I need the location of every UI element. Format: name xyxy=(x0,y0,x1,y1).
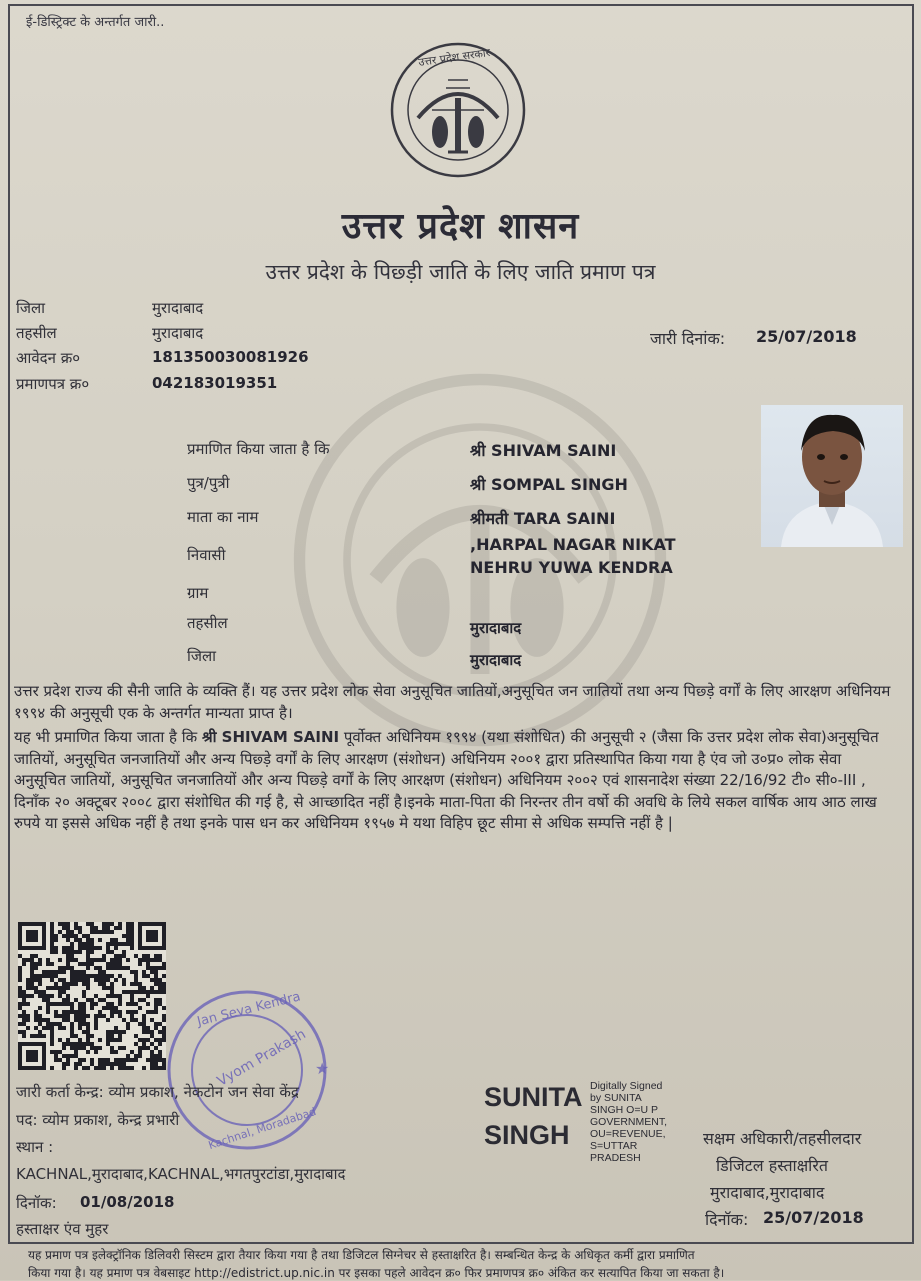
mother-label: माता का नाम xyxy=(187,508,259,526)
issuer-post: पद: व्योम प्रकाश, केन्द्र प्रभारी xyxy=(16,1111,180,1129)
authority-date-value: 25/07/2018 xyxy=(763,1208,864,1227)
stamp-text-bottom: Kachnal, Moradabad xyxy=(206,1104,318,1153)
certificate-subtitle: उत्तर प्रदेश के पिछ्ड़ी जाति के लिए जाति प्रमाण पत्र xyxy=(265,260,656,284)
tehsil-label: तहसील xyxy=(16,324,57,342)
applicant-name: श्री SHIVAM SAINI xyxy=(470,441,617,460)
digital-signature-line: PRADESH xyxy=(590,1152,641,1164)
issue-date-label: जारी दिनांक: xyxy=(650,329,726,348)
signer-name-line1: SUNITA xyxy=(484,1082,583,1112)
digital-signature-line: SINGH O=U P xyxy=(590,1104,658,1116)
footer-line-1: यह प्रमाण पत्र इलेक्ट्रॉनिक डिलिवरी सिस्टम द्वारा तैयार किया गया है तथा डिजिटल सिग्नेचर से हस्ताक्षरित है। सम्बन्धित केन्द्र के अधिकृत कर्मी द्वारा प्रमाणित xyxy=(28,1248,695,1262)
paragraph-2-rest: पूर्वोक्त अधिनियम १९९४ (यथा संशोधित) की अनुसूची २ (जैसा कि उत्तर प्रदेश लोक सेवा)अनुसूचित जातियों, अनुसूचित जनजातियों और अन्य पिछ्ड़े वर्गों के लिए आरक्षण (संशोधन) अधिनियम २००१ द्वारा प्रतिस्थापित किया गया है एंव जो उ०प्र० लोक सेवा अनुसूचित जातियों, अनुसूचित जनजातियों और अन्य पिछ्ड़े वर्गों के लिए आरक्षण (संशोधन) अधिनियम २००२ एवं शासनादेश संख्या 22/16/92 टी० सी०-III , दिनाँक २० अक्टूबर २००८ द्वारा संशोधित की गई है, से आच्छादित नहीं है।इनके माता-पिता की निरन्तर तीन वर्षो की अवधि के लिये सकल वार्षिक आय आठ लाख रुपये या इससे अधिक नहीं है तथा इनके पास धन कर अधिनियम १९५७ मे यथा विहिप छूट सीमा से अधिक सम्पत्ति नहीं है | xyxy=(14,728,879,832)
detail-district-label: जिला xyxy=(187,647,217,665)
issue-date-value: 25/07/2018 xyxy=(756,327,857,346)
certify-label: प्रमाणित किया जाता है कि xyxy=(187,440,330,458)
digital-signature-line: OU=REVENUE, xyxy=(590,1128,666,1140)
paragraph-2-name: श्री SHIVAM SAINI xyxy=(201,728,340,746)
issuing-center: जारी कर्ता केन्द्र: व्योम प्रकाश, नेकटोन जन सेवा केंद्र xyxy=(16,1083,299,1101)
footer-line-2: किया गया है। यह प्रमाण पत्र वेबसाइट http://edistrict.up.nic.in पर इसका पहले आवेदन क्र० फिर प्रमाणपत्र क्र० अंकित कर सत्यापित किया जा सकता है। xyxy=(28,1266,725,1280)
place-label: स्थान : xyxy=(16,1138,54,1156)
digital-signature-line: S=UTTAR xyxy=(590,1140,638,1152)
top-note: ई-डिस्ट्रिक्ट के अन्तर्गत जारी.. xyxy=(26,15,165,30)
digital-signature-line: by SUNITA xyxy=(590,1092,642,1104)
place-value: KACHNAL,मुरादाबाद,KACHNAL,भगतपुरटांडा,मुरादाबाद xyxy=(16,1165,346,1183)
digital-signature-details xyxy=(590,1080,667,1164)
signer-name-line2: SINGH xyxy=(484,1120,570,1150)
detail-district-value: मुरादाबाद xyxy=(470,651,522,669)
page-title: उत्तर प्रदेश शासन xyxy=(341,206,580,247)
resident-address-line1: ,HARPAL NAGAR NIKAT xyxy=(470,535,676,554)
qr-code-icon xyxy=(18,922,166,1070)
digital-signature-line: Digitally Signed xyxy=(590,1080,663,1092)
svg-text:★: ★ xyxy=(315,1059,330,1078)
mother-name: श्रीमती TARA SAINI xyxy=(470,509,616,528)
authority-title: सक्षम अधिकारी/तहसीलदार xyxy=(703,1129,862,1148)
tehsil-value: मुरादाबाद xyxy=(152,324,204,342)
detail-tehsil-label: तहसील xyxy=(187,614,228,632)
authority-location: मुरादाबाद,मुरादाबाद xyxy=(710,1183,825,1202)
stamp-text-top: Jan Seva Kendra xyxy=(195,989,303,1030)
district-value: मुरादाबाद xyxy=(152,299,204,317)
issuer-date-value: 01/08/2018 xyxy=(80,1193,175,1211)
certificate-number-value: 042183019351 xyxy=(152,374,278,392)
application-number-label: आवेदन क्र० xyxy=(16,349,81,367)
applicant-photo xyxy=(761,405,903,547)
person-photo-icon xyxy=(761,405,903,547)
seal-text: उत्तर प्रदेश सरकार xyxy=(417,46,491,69)
parent-label: पुत्र/पुत्री xyxy=(187,474,230,492)
district-label: जिला xyxy=(16,299,46,317)
authority-digital-signed: डिजिटल हस्ताक्षरित xyxy=(716,1156,828,1175)
application-number-value: 181350030081926 xyxy=(152,348,309,366)
digital-signature-line: GOVERNMENT, xyxy=(590,1116,668,1128)
signature-seal-label: हस्ताक्षर एंव मुहर xyxy=(16,1220,109,1238)
resident-address-line2: NEHRU YUWA KENDRA xyxy=(470,558,673,577)
village-label: ग्राम xyxy=(187,584,209,602)
issuer-date-label: दिनॉक: xyxy=(16,1194,57,1212)
detail-tehsil-value: मुरादाबाद xyxy=(470,619,522,637)
paragraph-1: उत्तर प्रदेश राज्य की सैनी जाति के व्यक्ति हैं। यह उत्तर प्रदेश लोक सेवा अनुसूचित जातियों,अनुसूचित जन जातियों तथा अन्य पिछ्ड़े वर्गों के लिए आरक्षण अधिनियम १९९४ की अनुसूची एक के अन्तर्गत मान्यता प्राप्त है। xyxy=(14,682,891,722)
certificate-body xyxy=(14,681,894,838)
parent-name: श्री SOMPAL SINGH xyxy=(470,475,628,494)
paragraph-2 xyxy=(14,727,894,835)
resident-label: निवासी xyxy=(187,546,226,564)
authority-date-label: दिनॉक: xyxy=(705,1210,749,1229)
paragraph-2-prefix: यह भी प्रमाणित किया जाता है कि xyxy=(14,728,202,746)
stamp-text-mid: Vyom Prakash xyxy=(214,1026,309,1090)
certificate-number-label: प्रमाणपत्र क्र० xyxy=(16,375,90,393)
